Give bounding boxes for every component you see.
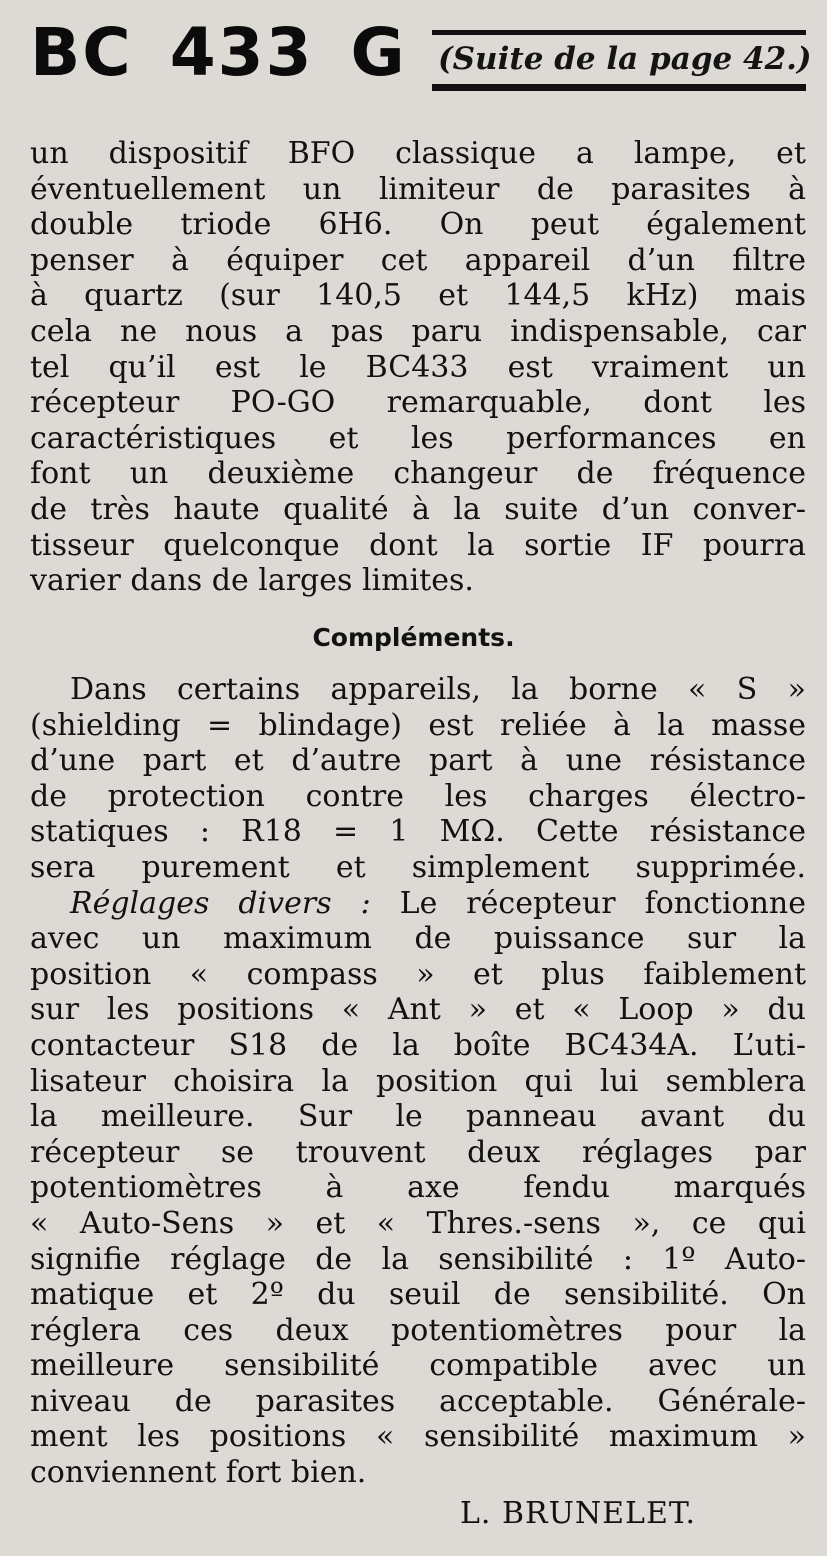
banner-rule-bottom [432, 84, 806, 91]
text-line: (shielding = blindage) est reliée à la masse [30, 707, 806, 743]
author-signature: L. BRUNELET. [460, 1496, 697, 1531]
text-line: récepteur se trouvent deux réglages par [30, 1134, 806, 1170]
text-line: double triode 6H6. On peut également [30, 207, 806, 243]
text-line: récepteur PO-GO remarquable, dont les [30, 385, 806, 421]
text-line: réglera ces deux potentiomètres pour la [30, 1312, 806, 1348]
text-line: d’une part et d’autre part à une résistance [30, 743, 806, 779]
section-heading: Compléments. [312, 623, 515, 652]
text-line: conviennent fort bien. [30, 1455, 367, 1491]
text-line: de protection contre les charges électro- [30, 778, 806, 814]
continuation-banner [432, 30, 812, 90]
text-line: sur les positions « Ant » et « Loop » du [30, 992, 806, 1028]
article-title: BC 433 G [30, 14, 407, 91]
text-line: tel qu’il est le BC433 est vraiment un [30, 349, 806, 385]
text-line: de très haute qualité à la suite d’un conver- [30, 491, 806, 527]
continuation-note: (Suite de la page 42.) [438, 41, 812, 77]
text-line: potentiomètres à axe fendu marqués [30, 1170, 806, 1206]
text-line: niveau de parasites acceptable. Générale- [30, 1383, 806, 1419]
text-line: tisseur quelconque dont la sortie IF pourra [30, 527, 806, 563]
text-line: « Auto-Sens » et « Thres.-sens », ce qui [30, 1205, 806, 1241]
text-line: cela ne nous a pas paru indispensable, car [30, 313, 806, 349]
banner-rule-top [432, 30, 806, 35]
text-line: sera purement et simplement supprimée. [30, 849, 806, 885]
text-line: avec un maximum de puissance sur la [30, 921, 806, 957]
text-line: ment les positions « sensibilité maximum » [30, 1419, 806, 1455]
text-line: signifie réglage de la sensibilité : 1º Auto- [30, 1241, 806, 1277]
text-line: à quartz (sur 140,5 et 144,5 kHz) mais [30, 278, 806, 314]
text-line: matique et 2º du seuil de sensibilité. On [30, 1277, 806, 1313]
text-line: contacteur S18 de la boîte BC434A. L’uti- [30, 1027, 806, 1063]
reglages-first-line [30, 886, 806, 922]
text-line: statiques : R18 = 1 MΩ. Cette résistance [30, 814, 806, 850]
reglages-label: Réglages divers : [70, 885, 371, 921]
text-line: varier dans de larges limites. [30, 563, 474, 599]
intro-paragraph [30, 136, 806, 599]
text-line: éventuellement un limiteur de parasites à [30, 171, 806, 207]
text-line: la meilleure. Sur le panneau avant du [30, 1099, 806, 1135]
text-line: caractéristiques et les performances en [30, 420, 806, 456]
text-line: font un deuxième changeur de fréquence [30, 456, 806, 492]
text-line: un dispositif BFO classique a lampe, et [30, 136, 806, 171]
text-line: lisateur choisira la position qui lui semblera [30, 1063, 806, 1099]
reglages-first-line-rest: Le récepteur fonctionne [370, 885, 806, 921]
complements-paragraph [30, 672, 806, 1491]
text-line: Dans certains appareils, la borne « S » [70, 672, 806, 707]
text-line: meilleure sensibilité compatible avec un [30, 1348, 806, 1384]
text-line: penser à équiper cet appareil d’un filtre [30, 242, 806, 278]
text-line: position « compass » et plus faiblement [30, 956, 806, 992]
